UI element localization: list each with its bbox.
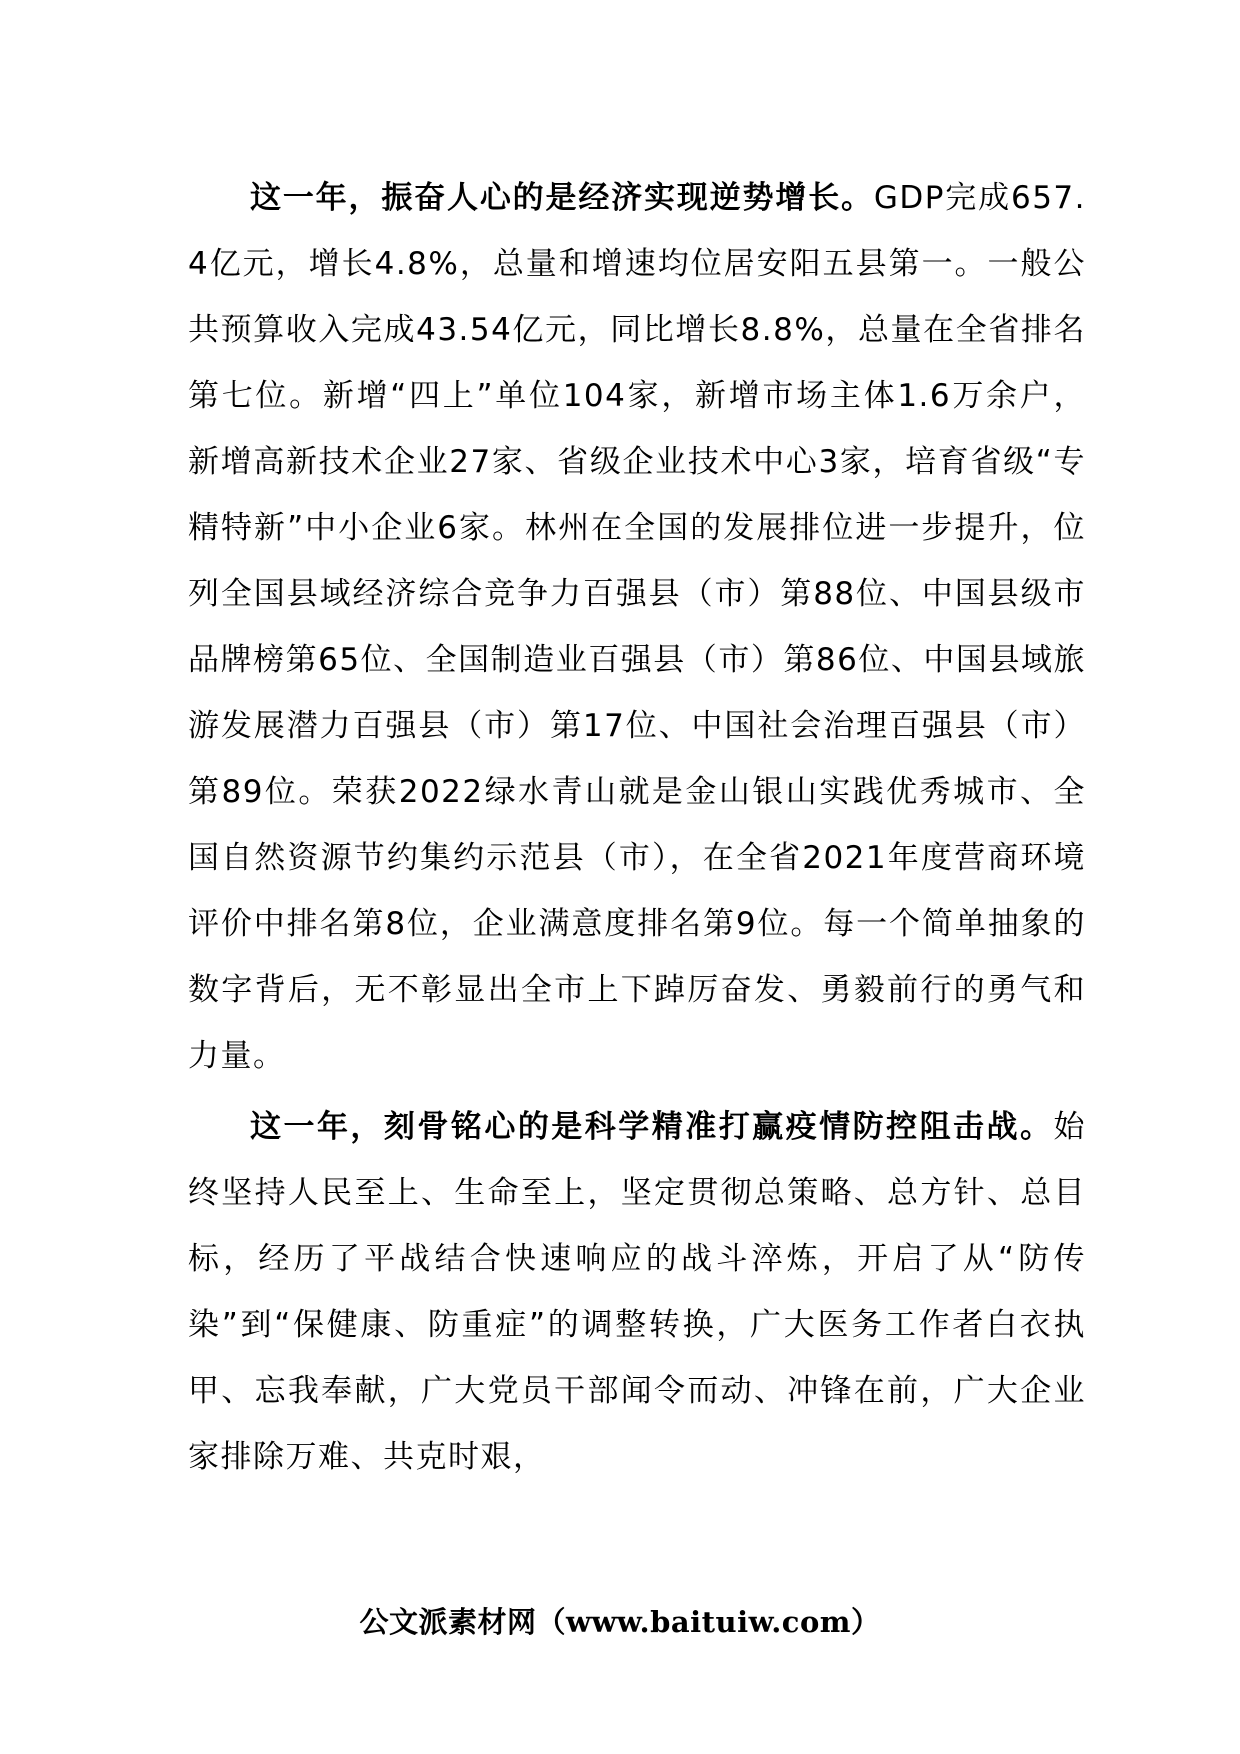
paragraph-lead: 这一年，刻骨铭心的是科学精准打赢疫情防控阻击战。 (250, 1109, 1054, 1145)
paragraph-economy (188, 165, 1086, 1089)
paragraph-epidemic (188, 1094, 1086, 1490)
footer-watermark: 公文派素材网（www.baituiw.com） (359, 1605, 881, 1639)
paragraph-text: 始终坚持人民至上、生命至上，坚定贯彻总策略、总方针、总目标，经历了平战结合快速响应的战斗淬炼，开启了从“防传染”到“保健康、防重症”的调整转换，广大医务工作者白衣执甲、忘我奉献，广大党员干部闻令而动、冲锋在前，广大企业家排除万难、共克时艰， (188, 1109, 1086, 1475)
paragraph-text: GDP完成657.4亿元，增长4.8%，总量和增速均位居安阳五县第一。一般公共预算收入完成43.54亿元，同比增长8.8%，总量在全省排名第七位。新增“四上”单位104家，新增市场主体1.6万余户，新增高新技术企业27家、省级企业技术中心3家，培育省级“专精特新”中小企业6家。林州在全国的发展排位进一步提升，位列全国县域经济综合竞争力百强县（市）第88位、中国县级市品牌榜第65位、全国制造业百强县（市）第86位、中国县域旅游发展潜力百强县（市）第17位、中国社会治理百强县（市）第89位。荣获2022绿水青山就是金山银山实践优秀城市、全国自然资源节约集约示范县（市），在全省2021年度营商环境评价中排名第8位，企业满意度排名第9位。每一个简单抽象的数字背后，无不彰显出全市上下踔厉奋发、勇毅前行的勇气和力量。 (188, 180, 1086, 1074)
paragraph-lead: 这一年，振奋人心的是经济实现逆势增长。 (250, 180, 874, 216)
document-body (188, 165, 1086, 1495)
